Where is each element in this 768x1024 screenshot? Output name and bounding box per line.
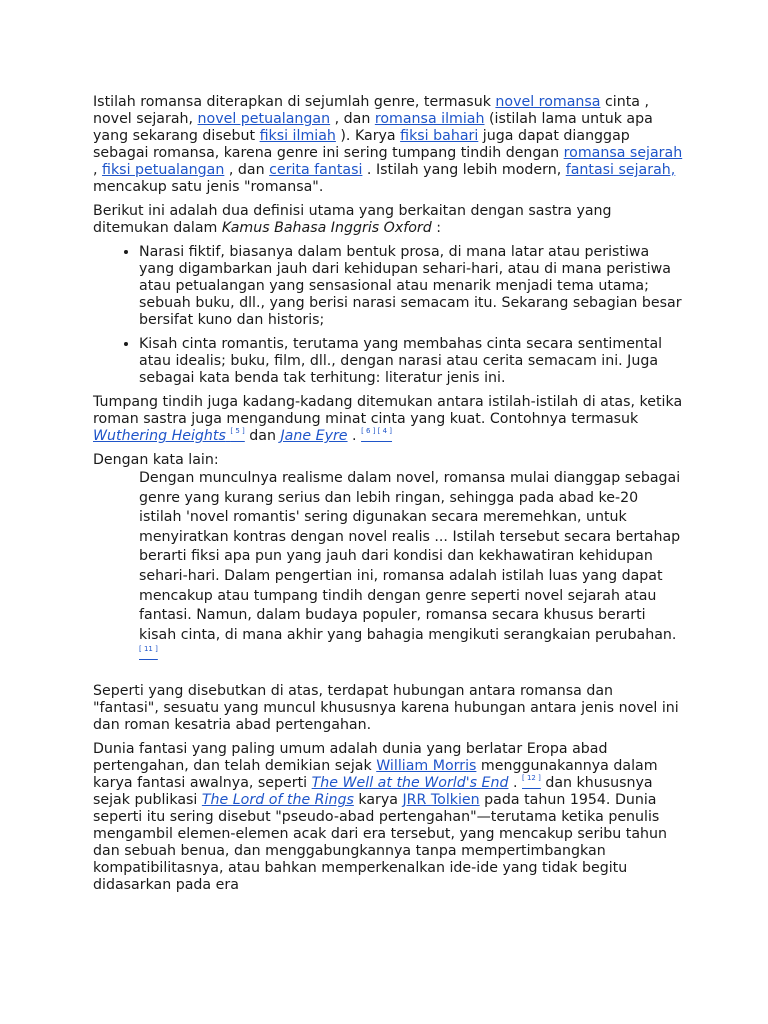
definition-list	[93, 244, 683, 387]
link-fantasi-sejarah[interactable]: fantasi sejarah,	[565, 162, 676, 178]
paragraph-fantasy-world: Dunia fantasi yang paling umum adalah dunia yang berlatar Eropa abad pertengahan, dan telah demikian sejak William Morris menggunakannya dalam karya fantasi awalnya, seperti The Well at the World's End . [ 12 ] dan khususnya sejak publikasi The Lord of the Rings karya JRR Tolkien pada tahun 1954. Dunia seperti itu sering disebut "pseudo-abad pertengahan"—terutama ketika penulis mengambil elemen-elemen acak dari era tersebut, yang mencakup seribu tahun dan sebuah benua, dan menggabungkannya tanpa mempertimbangkan kompatibilitasnya, atau bahkan memperkenalkan ide-ide yang tidak begitu didasarkan pada era	[93, 740, 668, 893]
link-romansa-ilmiah[interactable]: romansa ilmiah	[374, 111, 485, 127]
link-romansa-sejarah[interactable]: romansa sejarah	[563, 145, 683, 161]
citation-6-4[interactable]: [ 6 ] [ 4 ]	[361, 427, 393, 435]
dictionary-title: Kamus Bahasa Inggris Oxford	[221, 220, 432, 236]
link-well-at-worlds-end[interactable]: The Well at the World's End	[311, 774, 509, 791]
link-fiksi-bahari[interactable]: fiksi bahari	[400, 128, 479, 144]
link-cerita-fantasi[interactable]: cerita fantasi	[269, 162, 363, 178]
citation-11[interactable]: [ 11 ]	[139, 645, 158, 654]
list-item: • Narasi fiktif, biasanya dalam bentuk prosa, di mana latar atau peristiwa yang digambarkan jauh dari kehidupan sehari-hari, atau di mana peristiwa atau petualangan yang sensasional atau menarik menjadi tema utama; sebuah buku, dll., yang berisi narasi semacam itu. Sekarang sebagian besar bersifat kuno dan historis;	[139, 244, 683, 329]
paragraph-in-other-words: Dengan kata lain:	[93, 452, 219, 468]
block-quote: Dengan munculnya realisme dalam novel, romansa mulai dianggap sebagai genre yang kurang serius dan lebih ringan, sehingga pada abad ke-20 istilah 'novel romantis' sering digunakan secara meremehkan, untuk menyiratkan kontras dengan novel realis ... Istilah tersebut secara bertahap berarti fiksi apa pun yang jauh dari kondisi dan kekhawatiran kehidupan sehari-hari. Dalam pengertian ini, romansa adalah istilah luas yang dapat mencakup atau tumpang tindih dengan genre seperti novel sejarah atau fantasi. Namun, dalam budaya populer, romansa secara khusus berarti kisah cinta, di mana akhir yang bahagia mengikuti serangkaian perubahan. [ 11 ]	[139, 469, 683, 665]
link-jane-eyre[interactable]: Jane Eyre	[280, 428, 348, 444]
paragraph-intro: Istilah romansa diterapkan di sejumlah genre, termasuk novel romansa cinta , novel sejarah, novel petualangan , dan romansa ilmiah (istilah lama untuk apa yang sekarang disebut fiksi ilmiah ). Karya fiksi bahari juga dapat dianggap sebagai romansa, karena genre ini sering tumpang tindih dengan romansa sejarah , fiksi petualangan , dan cerita fantasi . Istilah yang lebih modern, fantasi sejarah, mencakup satu jenis "romansa".	[93, 94, 683, 195]
article-body	[93, 94, 683, 901]
link-fiksi-petualangan[interactable]: fiksi petualangan	[102, 162, 225, 178]
paragraph-fantasy-relation: Seperti yang disebutkan di atas, terdapat hubungan antara romansa dan "fantasi", sesuatu yang muncul khususnya karena hubungan antara jenis novel ini dan roman kesatria abad pertengahan.	[93, 682, 679, 733]
link-jrr-tolkien[interactable]: JRR Tolkien	[402, 791, 480, 808]
link-novel-petualangan[interactable]: novel petualangan	[197, 111, 331, 127]
link-fiksi-ilmiah[interactable]: fiksi ilmiah	[259, 128, 336, 144]
paragraph-overlap: Tumpang tindih juga kadang-kadang ditemukan antara istilah-istilah di atas, ketika roman sastra juga mengandung minat cinta yang kuat. Contohnya termasuk Wuthering Heights [ 5 ] dan Jane Eyre . [ 6 ] [ 4 ]	[93, 394, 683, 444]
link-lord-of-the-rings[interactable]: The Lord of the Rings	[201, 791, 354, 808]
paragraph-definitions: Berikut ini adalah dua definisi utama yang berkaitan dengan sastra yang ditemukan dalam Kamus Bahasa Inggris Oxford :	[93, 203, 612, 236]
list-item: • Kisah cinta romantis, terutama yang membahas cinta secara sentimental atau idealis; buku, film, dll., dengan narasi atau cerita semacam ini. Juga sebagai kata benda tak terhitung: literatur jenis ini.	[139, 336, 683, 387]
link-wuthering-heights[interactable]: Wuthering Heights [ 5 ]	[93, 427, 245, 444]
link-william-morris[interactable]: William Morris	[376, 757, 477, 774]
citation-5[interactable]: [ 5 ]	[230, 427, 245, 435]
link-novel-romansa[interactable]: novel romansa	[495, 94, 601, 110]
citation-12[interactable]: [ 12 ]	[522, 773, 541, 782]
